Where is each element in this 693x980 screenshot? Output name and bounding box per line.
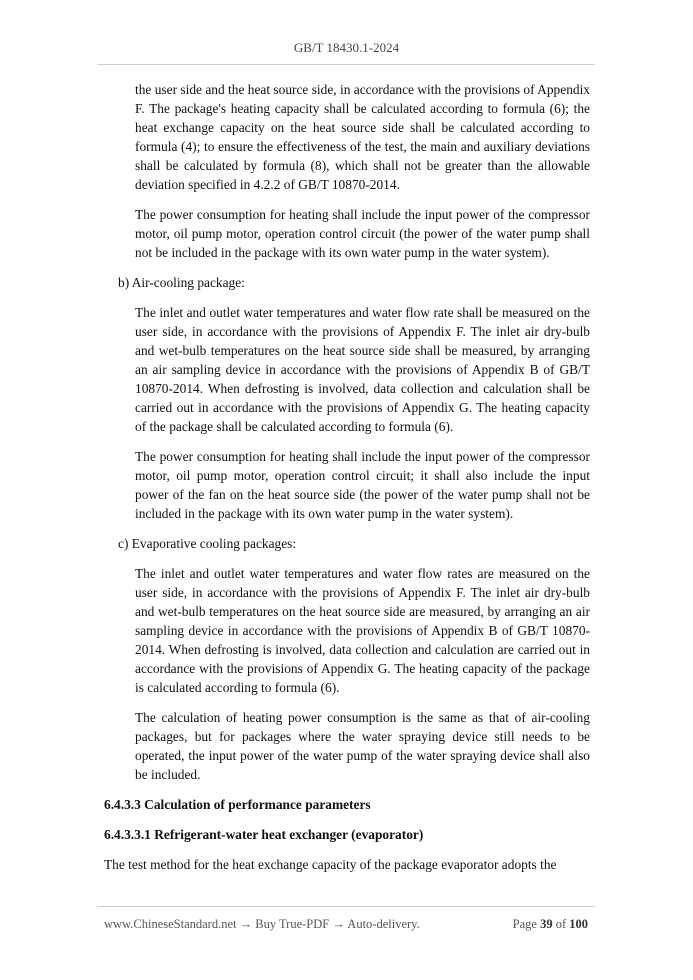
page-label: Page (512, 917, 537, 931)
page-content (104, 80, 590, 874)
paragraph-evaporative-power: The calculation of heating power consumption is the same as that of air-cooling packages, but for packages where the water spraying device still needs to be operated, the input power of the water pump of the water spraying device shall also be included. (135, 710, 590, 782)
paragraph-evaporative-measurement: The inlet and outlet water temperatures and water flow rates are measured on the user side, in accordance with the provisions of Appendix F. The inlet air dry-bulb and wet-bulb temperatures on the heat source side are measured, by arranging an air sampling device in accordance with the provisions of Appendix B of GB/T 10870-2014. When defrosting is involved, data collection and calculation are carried out in accordance with the provisions of Appendix G. The heating capacity of the package is calculated according to formula (6). (135, 566, 590, 695)
page-number: 39 (540, 917, 553, 931)
paragraph-air-cooling-measurement: The inlet and outlet water temperatures and water flow rate shall be measured on the user side, in accordance with the provisions of Appendix F. The inlet air dry-bulb and wet-bulb temperatures on the heat source side shall be measured, by arranging an air sampling device in accordance with the provisions of Appendix B of GB/T 10870-2014. When defrosting is involved, data collection and calculation shall be carried out in accordance with the provisions of Appendix G. The heating capacity of the package shall be calculated according to formula (6). (135, 305, 590, 434)
document-header: GB/T 18430.1-2024 (293, 40, 400, 55)
page-total: 100 (569, 917, 588, 931)
page-footer (104, 917, 588, 932)
header-divider (97, 64, 595, 65)
footer-delivery-text: → Buy True-PDF → Auto-delivery. (236, 917, 420, 931)
list-item-air-cooling: b) Air-cooling package: (118, 275, 245, 290)
paragraph-test-method: The test method for the heat exchange capacity of the package evaporator adopts the (104, 857, 557, 872)
section-heading-performance: 6.4.3.3 Calculation of performance parameters (104, 797, 371, 812)
paragraph-heating-power-water: The power consumption for heating shall include the input power of the compressor motor, oil pump motor, operation control circuit (the power of the water pump shall not be included in the package with its own water pump in the water system). (135, 207, 590, 260)
paragraph-heat-source-side: the user side and the heat source side, in accordance with the provisions of Appendix F. The package's heating capacity shall be calculated according to formula (6); the heat exchange capacity on the heat source side shall be calculated according to formula (4); to ensure the effectiveness of the test, the main and auxiliary deviations shall be calculated by formula (8), which shall not be greater than the allowable deviation specified in 4.2.2 of GB/T 10870-2014. (135, 82, 590, 192)
footer-divider (97, 906, 595, 907)
page-indicator (513, 917, 588, 932)
footer-links (104, 917, 420, 932)
list-item-evaporative-cooling: c) Evaporative cooling packages: (118, 536, 297, 551)
section-heading-evaporator: 6.4.3.3.1 Refrigerant-water heat exchanger (evaporator) (104, 827, 424, 842)
paragraph-air-cooling-power: The power consumption for heating shall include the input power of the compressor motor, oil pump motor, operation control circuit; it shall also include the input power of the fan on the heat source side (the power of the water pump shall not be included in the package with its own water pump in the water system). (135, 449, 590, 521)
of-label: of (555, 917, 567, 931)
site-link[interactable]: www.ChineseStandard.net (104, 917, 237, 931)
